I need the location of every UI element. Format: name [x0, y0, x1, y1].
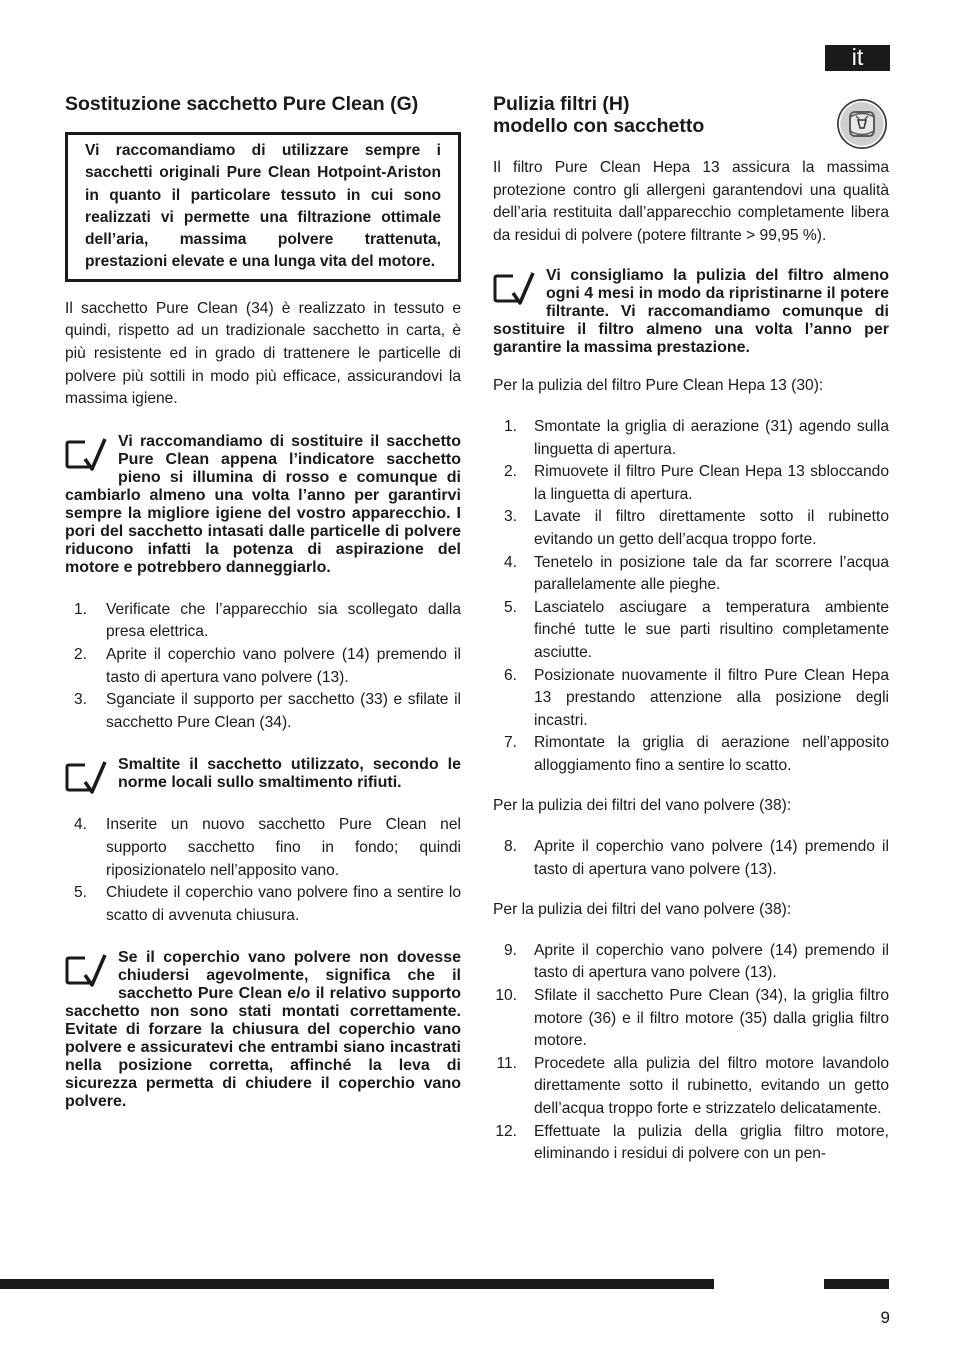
list-item: 1. Smontate la griglia di aerazione (31) agendo sulla linguetta di apertura. [503, 417, 889, 458]
lead-text-dust-filters-2: Per la pulizia dei filtri del vano polvere (38): [493, 901, 792, 919]
language-tab: it [825, 45, 890, 71]
bag-intro-paragraph: Il sacchetto Pure Clean (34) è realizzato in tessuto e quindi, rispetto ad un tradizionale sacchetto in carta, è più resistente ed in grado di trattenere le particelle di polvere più sottili in modo più efficace, assicurandovi la massima igiene. [65, 299, 461, 408]
section-title-filter-cleaning: Pulizia filtri (H) modello con sacchetto [493, 93, 705, 137]
page-number: 9 [880, 1308, 890, 1327]
note-text: Vi consigliamo la pulizia del filtro almeno ogni 4 mesi in modo da ripristinarne il potere filtrante. Vi raccomandiamo comunque di sostituire il filtro almeno una volta l’anno per garantire la massima prestazione. [493, 267, 889, 357]
list-item: 4. Tenetelo in posizione tale da far scorrere l’acqua parallelamente alle pieghe. [503, 553, 889, 594]
filter-section-icon [836, 98, 888, 150]
list-item: 4. Inserite un nuovo sacchetto Pure Clean nel supporto sacchetto fino in fondo; quindi riposizionatelo nell’apposito vano. [73, 816, 461, 879]
filter-intro-paragraph: Il filtro Pure Clean Hepa 13 assicura la massima protezione contro gli allergeni garantendovi una qualità dell’aria restituita dall’apparecchio completamente libera da residui di polvere (potere filtrante > 99,95 %). [493, 159, 889, 244]
footer-bar-right [824, 1279, 889, 1289]
list-item: 5. Chiudete il coperchio vano polvere fino a sentire lo scatto di avvenuta chiusura. [73, 884, 461, 924]
list-item: 8. Aprite il coperchio vano polvere (14) premendo il tasto di apertura vano polvere (13). [503, 838, 889, 878]
lead-text-hepa: Per la pulizia del filtro Pure Clean Hepa 13 (30): [493, 377, 824, 395]
recommendation-box: Vi raccomandiamo di utilizzare sempre i sacchetti originali Pure Clean Hotpoint-Ariston in quanto il particolare tessuto in cui sono realizzati vi permette una filtrazione ottimale dell’aria, massima polvere trattenuta, prestazioni elevate e una lunga vita del motore. [65, 132, 461, 282]
list-item: 12. Effettuate la pulizia della griglia filtro motore, eliminando i residui di polvere con un pen- [495, 1122, 889, 1163]
note-replace-bag [65, 433, 461, 577]
note-text: Se il coperchio vano polvere non dovesse chiudersi agevolmente, significa che il sacchetto Pure Clean e/o il relativo supporto sacchetto non sono stati montati correttamente. Evitate di forzare la chiusura del coperchio vano polvere e assicuratevi che entrambi siano incastrati nella posizione corretta, affinché la leva di sicurezza permetta di chiudere il coperchio vano polvere. [65, 949, 461, 1111]
list-item: 5. Lasciatelo asciugare a temperatura ambiente finché tutte le sue parti risultino completamente asciutte. [503, 598, 889, 661]
lead-text-dust-filters: Per la pulizia dei filtri del vano polvere (38): [493, 797, 792, 815]
checkmark-note-icon [65, 758, 109, 798]
list-item: 11. Procedete alla pulizia del filtro motore lavandolo direttamente sotto il rubinetto, evitando un getto dell’acqua troppo forte e strizzatelo delicatamente. [496, 1054, 889, 1117]
section-title-bag-replacement: Sostituzione sacchetto Pure Clean (G) [65, 93, 419, 115]
checkmark-note-icon [493, 269, 537, 309]
list-item: 9. Aprite il coperchio vano polvere (14) premendo il tasto di apertura vano polvere (13). [503, 941, 889, 982]
steps-list-hepa [493, 416, 889, 778]
list-item: 7. Rimontate la griglia di aerazione nell’apposito alloggiamento fino a sentire lo scatto. [503, 734, 889, 774]
list-item: 3. Sganciate il supporto per sacchetto (33) e sfilate il sacchetto Pure Clean (34). [73, 691, 461, 731]
note-lid-closing [65, 949, 461, 1111]
steps-list-dust-a [493, 836, 889, 881]
steps-list-b [65, 814, 461, 927]
list-item: 2. Aprite il coperchio vano polvere (14) premendo il tasto di apertura vano polvere (13). [73, 645, 461, 686]
steps-list-dust-b [493, 940, 889, 1166]
list-item: 6. Posizionate nuovamente il filtro Pure Clean Hepa 13 prestando attenzione alla posizione degli incastri. [503, 666, 889, 729]
list-item: 3. Lavate il filtro direttamente sotto il rubinetto evitando un getto dell’acqua troppo forte. [503, 508, 889, 548]
note-text: Smaltite il sacchetto utilizzato, secondo le norme locali sullo smaltimento rifiuti. [118, 756, 461, 792]
footer-bar-left [0, 1279, 714, 1289]
checkmark-note-icon [65, 435, 109, 475]
note-text: Vi raccomandiamo di sostituire il sacchetto Pure Clean appena l’indicatore sacchetto pieno si illumina di rosso e comunque di cambiarlo almeno una volta l’anno per garantirvi sempre la migliore igiene del vostro apparecchio. I pori del sacchetto intasati dalle particelle di polvere riducono infatti la potenza di aspirazione del motore e potrebbero danneggiarlo. [65, 432, 461, 576]
list-item: 10. Sfilate il sacchetto Pure Clean (34), la griglia filtro motore (36) e il filtro motore (35) dalla griglia filtro motore. [495, 987, 889, 1050]
checkmark-note-icon [65, 951, 109, 991]
right-column [493, 93, 889, 1166]
steps-list-a [65, 599, 461, 735]
left-column [65, 93, 461, 1111]
list-item: 1. Verificate che l’apparecchio sia scollegato dalla presa elettrica. [73, 600, 461, 641]
note-dispose-bag [65, 756, 461, 792]
list-item: 2. Rimuovete il filtro Pure Clean Hepa 13 sbloccando la linguetta di apertura. [503, 463, 889, 503]
note-filter-cleaning [493, 267, 889, 357]
